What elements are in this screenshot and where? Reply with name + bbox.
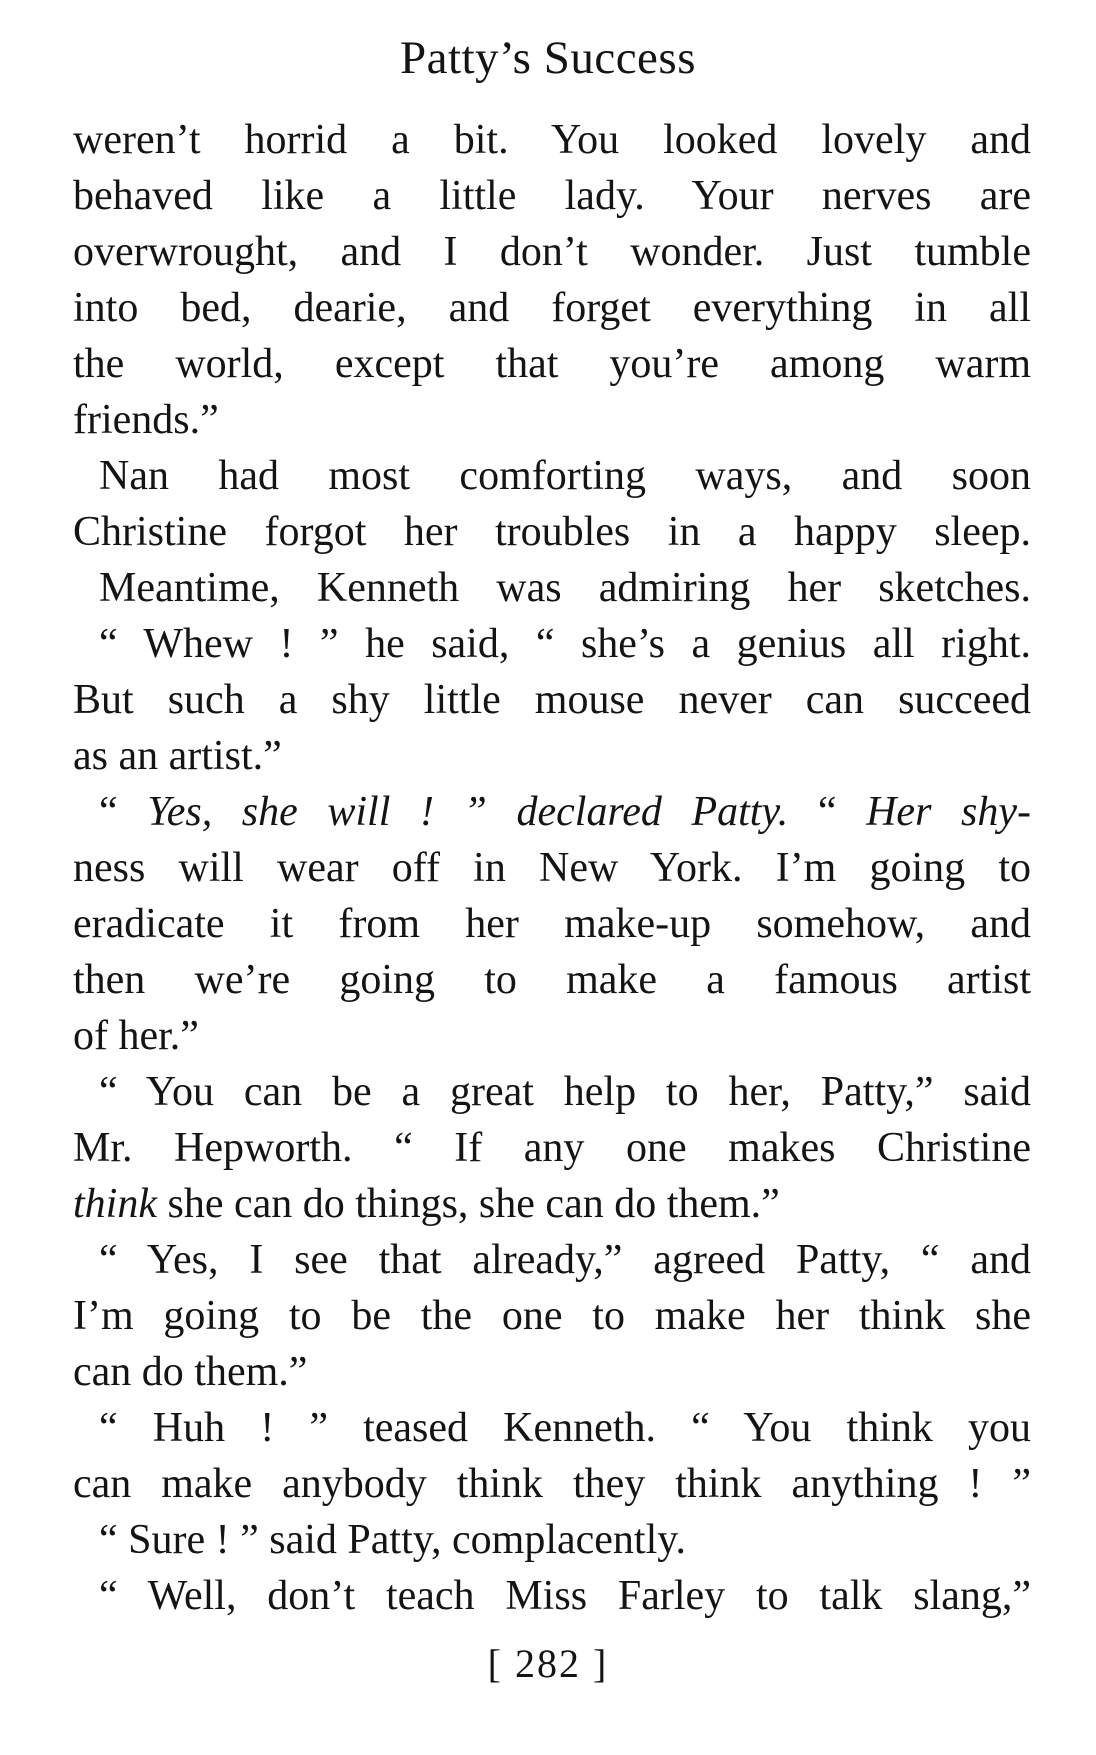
paragraph-3 <box>73 560 1031 616</box>
body-text <box>73 112 1031 1624</box>
paragraph-9 <box>73 1512 1031 1568</box>
paragraph-7 <box>73 1232 1031 1400</box>
text-line: I’m going to be the one to make her think she <box>73 1293 1031 1339</box>
paragraph-1 <box>73 112 1031 448</box>
text-line: “ Sure ! ” said Patty, complacently. <box>99 1517 687 1563</box>
italic-text: Yes, she will ! ” declared Patty. <box>147 789 789 835</box>
paragraph-6 <box>73 1064 1031 1232</box>
text-line: Mr. Hepworth. “ If any one makes Christine <box>73 1125 1031 1171</box>
text-line: friends.” <box>73 397 219 443</box>
italic-text: Her shy- <box>866 789 1031 835</box>
paragraph-4 <box>73 616 1031 784</box>
text-line: then we’re going to make a famous artist <box>73 957 1031 1003</box>
text-line: ness will wear off in New York. I’m going to <box>73 845 1031 891</box>
text-line: “ Whew ! ” he said, “ she’s a genius all right. <box>99 621 1031 667</box>
text-line <box>73 784 1031 840</box>
text-line: “ Huh ! ” teased Kenneth. “ You think you <box>99 1405 1031 1451</box>
text-line: can do them.” <box>73 1349 308 1395</box>
text-line: can make anybody think they think anything ! ” <box>73 1461 1031 1507</box>
text-line: “ You can be a great help to her, Patty,” said <box>99 1069 1031 1115</box>
text-line: as an artist.” <box>73 733 282 779</box>
italic-text: think <box>73 1181 157 1227</box>
text-line: Christine forgot her troubles in a happy sleep. <box>73 509 1031 555</box>
text-line: Nan had most comforting ways, and soon <box>99 453 1031 499</box>
text-line <box>73 1176 1031 1232</box>
text-line: overwrought, and I don’t wonder. Just tumble <box>73 229 1031 275</box>
text-line: behaved like a little lady. Your nerves are <box>73 173 1031 219</box>
paragraph-5 <box>73 784 1031 1064</box>
paragraph-10 <box>73 1568 1031 1624</box>
text-line: into bed, dearie, and forget everything in all <box>73 285 1031 331</box>
text-line: eradicate it from her make-up somehow, and <box>73 901 1031 947</box>
text-line: of her.” <box>73 1013 199 1059</box>
text-line: But such a shy little mouse never can succeed <box>73 677 1031 723</box>
text-line: “ Well, don’t teach Miss Farley to talk slang,” <box>99 1573 1031 1619</box>
open-quote: “ <box>99 789 148 835</box>
paragraph-8 <box>73 1400 1031 1512</box>
open-quote: “ <box>788 789 867 835</box>
page-number: [ 282 ] <box>487 1641 609 1686</box>
paragraph-2 <box>73 448 1031 560</box>
text-line: the world, except that you’re among warm <box>73 341 1031 387</box>
text-line: weren’t horrid a bit. You looked lovely and <box>73 117 1031 163</box>
running-head: Patty’s Success <box>399 32 697 84</box>
text-run: she can do things, she can do them.” <box>156 1181 780 1227</box>
text-line: “ Yes, I see that already,” agreed Patty, “ and <box>99 1237 1031 1283</box>
text-line: Meantime, Kenneth was admiring her sketches. <box>99 565 1031 611</box>
